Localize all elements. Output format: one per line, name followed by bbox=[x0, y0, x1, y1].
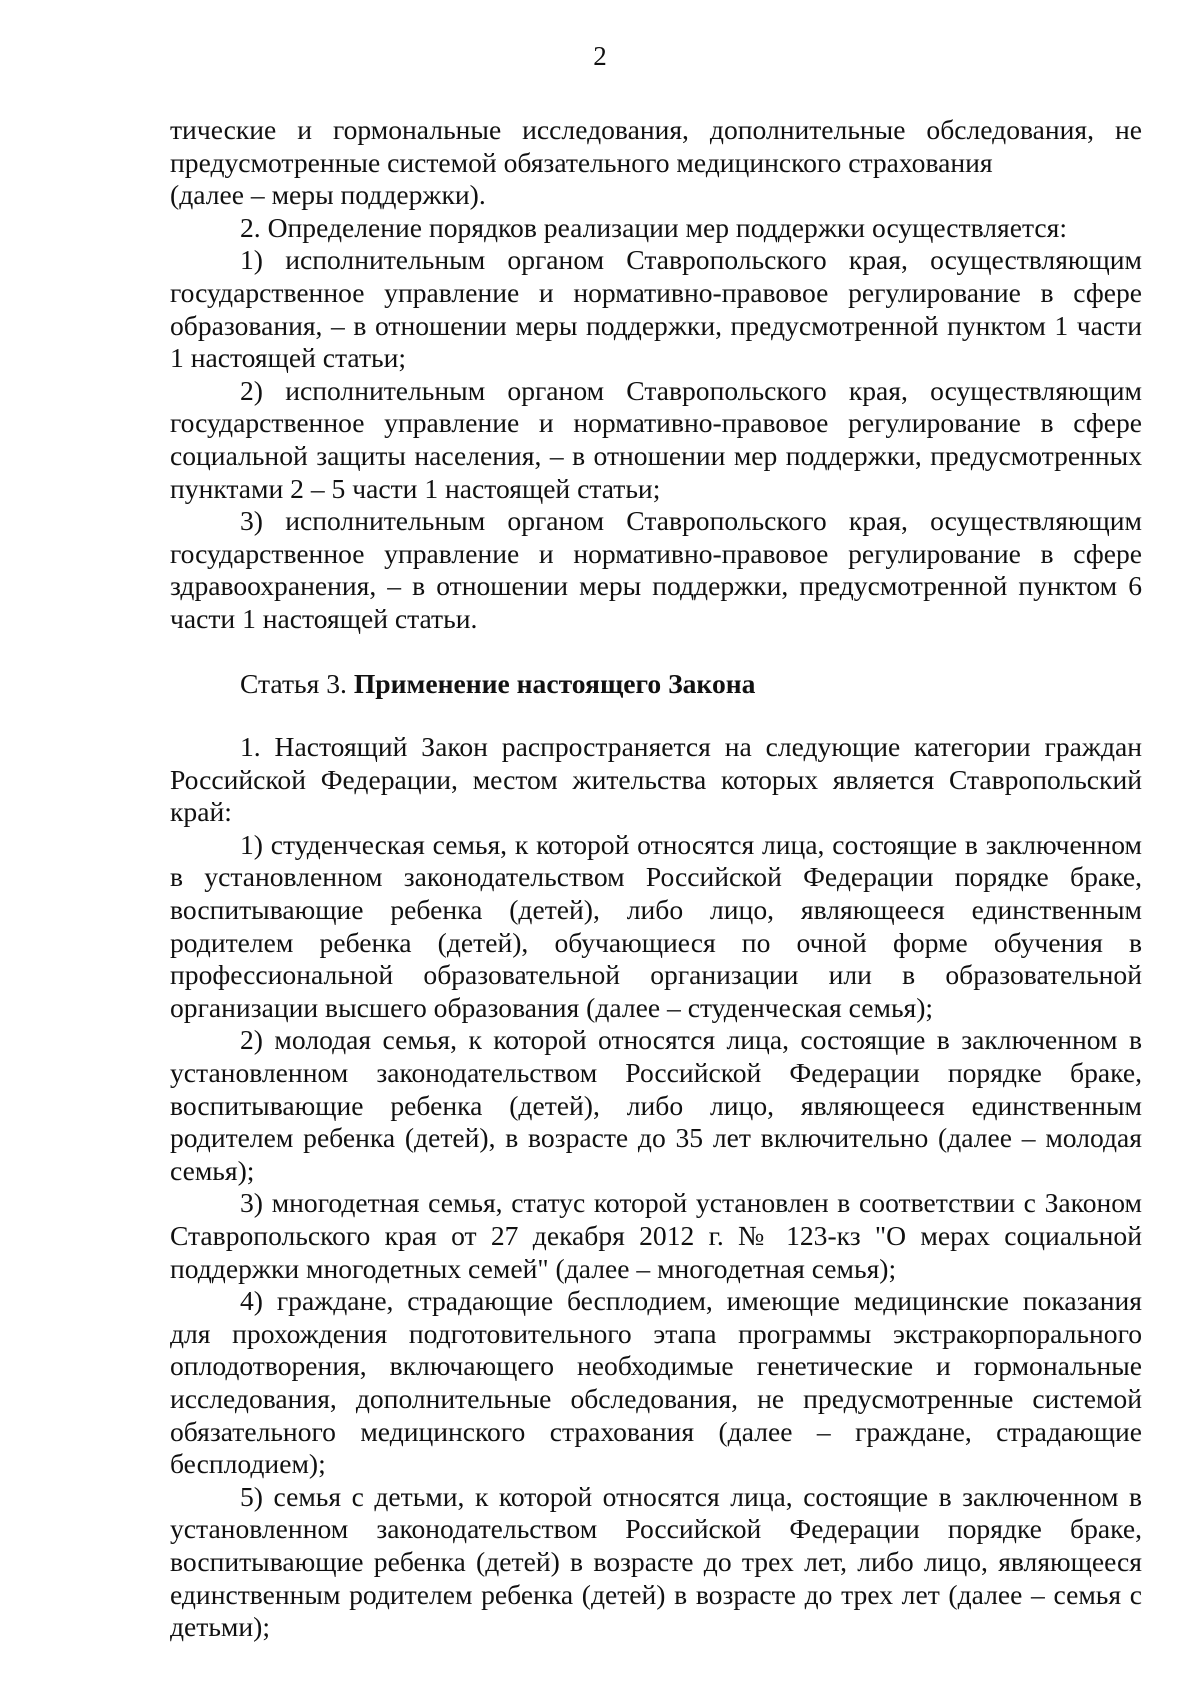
paragraph: 2. Определение порядков реализации мер поддержки осуществляется: bbox=[240, 211, 1067, 243]
paragraph: тические и гормональные исследования, дополнительные обследования, не предусмотренные системой обязательного медицинского страхования bbox=[170, 114, 1142, 178]
paragraph: 1. Настоящий Закон распространяется на следующие категории граждан Российской Федерации, местом жительства которых является Ставропольский край: bbox=[170, 731, 1142, 828]
article-title: Применение настоящего Закона bbox=[353, 667, 756, 699]
paragraph: 2) молодая семья, к которой относятся лица, состоящие в заключенном в установленном законодательством Российской Федерации порядке браке, воспитывающие ребенка (детей), либо лицо, являющееся единственным родителем ребенка (детей), в возрасте до 35 лет включительно (далее – молодая семья); bbox=[170, 1024, 1142, 1186]
paragraph: (далее – меры поддержки). bbox=[170, 179, 486, 211]
document-body bbox=[170, 114, 1142, 1644]
paragraph: 2) исполнительным органом Ставропольского края, осуществляющим государственное управление и нормативно-правовое регулирование в сфере социальной защиты населения, – в отношении мер поддержки, предусмотренных пунктами 2 – 5 части 1 настоящей статьи; bbox=[170, 374, 1142, 504]
paragraph: 1) исполнительным органом Ставропольского края, осуществляющим государственное управление и нормативно-правовое регулирование в сфере образования, – в отношении меры поддержки, предусмотренной пунктом 1 части 1 настоящей статьи; bbox=[170, 244, 1142, 374]
article-prefix: Статья 3. bbox=[240, 667, 354, 699]
paragraph: 5) семья с детьми, к которой относятся лица, состоящие в заключенном в установленном законодательством Российской Федерации порядке браке, воспитывающие ребенка (детей) в возрасте до трех лет, либо лицо, являющееся единственным родителем ребенка (детей) в возрасте до трех лет (далее – семья с детьми); bbox=[170, 1480, 1142, 1643]
paragraph: 3) многодетная семья, статус которой установлен в соответствии с Законом Ставропольского края от 27 декабря 2012 г. № 123-кз "О мерах социальной поддержки многодетных семей" (далее – многодетная семья); bbox=[170, 1187, 1142, 1284]
paragraph: 1) студенческая семья, к которой относятся лица, состоящие в заключенном в установленном законодательством Российской Федерации порядке браке, воспитывающие ребенка (детей), либо лицо, являющееся единственным родителем ребенка (детей), обучающиеся по очной форме обучения в профессиональной образовательной организации или в образовательной организации высшего образования (далее – студенческая семья); bbox=[170, 828, 1142, 1023]
article-heading bbox=[170, 668, 1142, 701]
paragraph: 3) исполнительным органом Ставропольского края, осуществляющим государственное управление и нормативно-правовое регулирование в сфере здравоохранения, – в отношении меры поддержки, предусмотренной пунктом 6 части 1 настоящей статьи. bbox=[170, 505, 1142, 634]
paragraph: 4) граждане, страдающие бесплодием, имеющие медицинские показания для прохождения подготовительного этапа программы экстракорпорального оплодотворения, включающего необходимые генетические и гормональные исследования, дополнительные обследования, не предусмотренные системой обязательного медицинского страхования (далее – граждане, страдающие бесплодием); bbox=[170, 1285, 1142, 1480]
page-number: 2 bbox=[593, 41, 607, 71]
